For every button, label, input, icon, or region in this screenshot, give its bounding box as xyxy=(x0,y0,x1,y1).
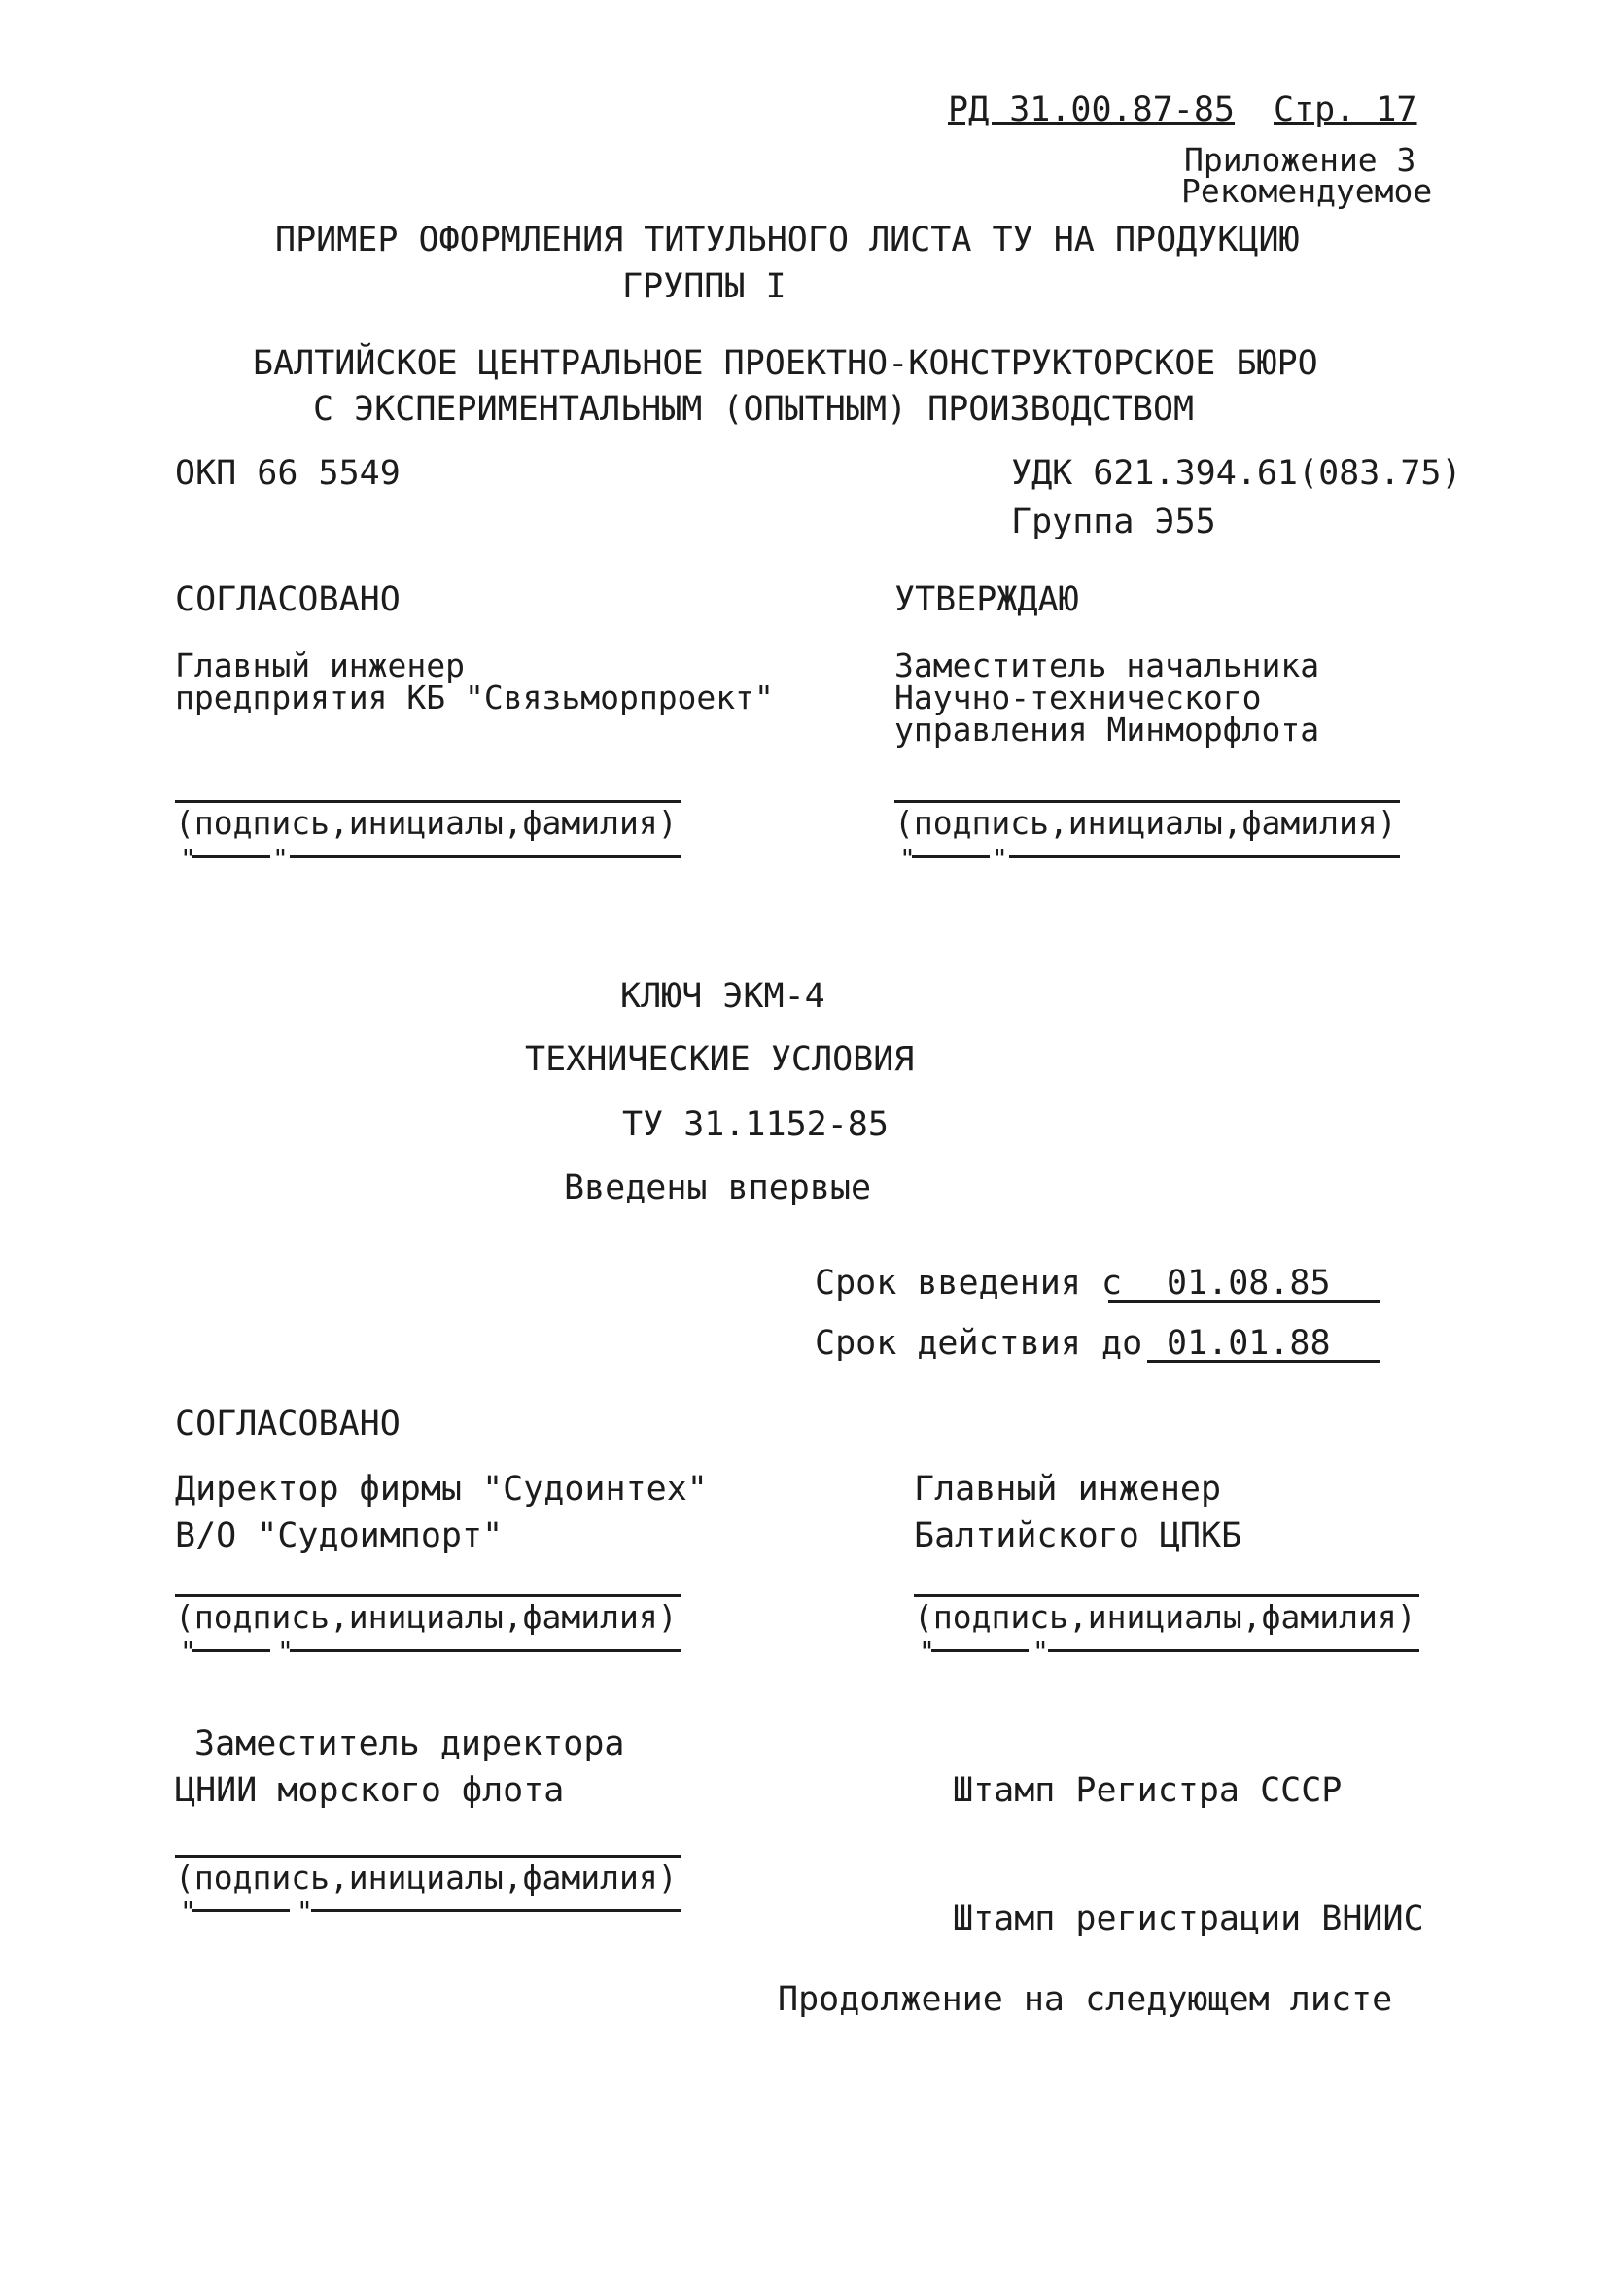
date-quote-mark: " xyxy=(277,1635,294,1667)
date-quote-mark: " xyxy=(180,843,196,875)
page-title-line1: ПРИМЕР ОФОРМЛЕНИЯ ТИТУЛЬНОГО ЛИСТА ТУ НА ПРОДУКЦИЮ xyxy=(275,221,1300,260)
date-quote-mark: " xyxy=(297,1896,313,1928)
continuation-note: Продолжение на следующем листе xyxy=(778,1980,1393,2019)
doc-reference: РД 31.00.87-85 xyxy=(948,90,1236,129)
date-quote-mark: " xyxy=(180,1635,196,1667)
document-status: Введены впервые xyxy=(564,1168,872,1207)
date-day-line xyxy=(192,1649,270,1652)
date-month-line xyxy=(311,1909,681,1912)
date-quote-mark: " xyxy=(992,843,1008,875)
signature-line-approve: (подпись,инициалы,фамилия) xyxy=(894,800,1400,839)
agreed-top-organization: предприятия КБ "Связьморпроект" xyxy=(175,678,774,716)
okp-code: ОКП 66 5549 xyxy=(175,454,401,493)
recommended-label: Рекомендуемое xyxy=(1181,172,1433,210)
date-month-line xyxy=(1009,855,1400,858)
chief-engineer-position: Главный инженер xyxy=(914,1470,1222,1509)
deputy-director-organization: ЦНИИ морского флота xyxy=(175,1771,565,1810)
registration-stamp-label: Штамп регистрации ВНИИС xyxy=(953,1899,1424,1938)
start-date-label: Срок введения с xyxy=(815,1264,1123,1303)
date-day-line xyxy=(192,1909,290,1912)
agreed-heading-top: СОГЛАСОВАНО xyxy=(175,580,401,619)
date-quote-mark: " xyxy=(899,843,916,875)
signature-line-director: (подпись,инициалы,фамилия) xyxy=(175,1594,681,1633)
end-date-field xyxy=(1147,1321,1380,1363)
register-stamp-label: Штамп Регистра СССР xyxy=(953,1771,1343,1810)
approve-position-line3: управления Минморфлота xyxy=(894,711,1320,748)
page-number: Стр. 17 xyxy=(1274,90,1417,129)
approve-heading: УТВЕРЖДАЮ xyxy=(894,580,1079,619)
end-date-value: 01.01.88 xyxy=(1167,1324,1331,1363)
signature-line-chief-engineer: (подпись,инициалы,фамилия) xyxy=(914,1594,1419,1633)
date-quote-mark: " xyxy=(919,1635,935,1667)
start-date-value: 01.08.85 xyxy=(1167,1264,1331,1303)
date-month-line xyxy=(290,1649,681,1652)
page-title-line2: ГРУППЫ I xyxy=(622,267,786,306)
date-quote-mark: " xyxy=(1032,1635,1049,1667)
director-organization: В/О "Судоимпорт" xyxy=(175,1516,504,1555)
director-position: Директор фирмы "Судоинтех" xyxy=(175,1470,708,1509)
approve-position-line2: Научно-технического xyxy=(894,678,1262,716)
appendix-label: Приложение 3 xyxy=(1184,141,1416,179)
date-day-line xyxy=(912,855,990,858)
agreed-top-position: Главный инженер xyxy=(175,646,466,684)
agreed-heading-bottom: СОГЛАСОВАНО xyxy=(175,1405,401,1444)
date-month-line xyxy=(290,855,681,858)
date-day-line xyxy=(192,855,270,858)
tu-number: ТУ 31.1152-85 xyxy=(622,1105,889,1144)
organization-line2: С ЭКСПЕРИМЕНТАЛЬНЫМ (ОПЫТНЫМ) ПРОИЗВОДСТВОМ xyxy=(313,390,1195,429)
date-day-line xyxy=(931,1649,1029,1652)
document-type: ТЕХНИЧЕСКИЕ УСЛОВИЯ xyxy=(525,1040,915,1079)
group-code: Группа Э55 xyxy=(1011,503,1216,541)
signature-line-deputy-director: (подпись,инициалы,фамилия) xyxy=(175,1855,681,1894)
date-quote-mark: " xyxy=(180,1896,196,1928)
signature-line-agreed-top: (подпись,инициалы,фамилия) xyxy=(175,800,681,839)
product-name: КЛЮЧ ЭКМ-4 xyxy=(620,977,825,1016)
approve-position-line1: Заместитель начальника xyxy=(894,646,1320,684)
deputy-director-position: Заместитель директора xyxy=(194,1724,625,1763)
date-quote-mark: " xyxy=(272,843,289,875)
start-date-field xyxy=(1108,1261,1380,1303)
udk-code: УДК 621.394.61(083.75) xyxy=(1011,454,1462,493)
date-month-line xyxy=(1048,1649,1419,1652)
organization-line1: БАЛТИЙСКОЕ ЦЕНТРАЛЬНОЕ ПРОЕКТНО-КОНСТРУКТОРСКОЕ БЮРО xyxy=(253,344,1318,383)
end-date-label: Срок действия до xyxy=(815,1324,1143,1363)
chief-engineer-organization: Балтийского ЦПКБ xyxy=(914,1516,1242,1555)
